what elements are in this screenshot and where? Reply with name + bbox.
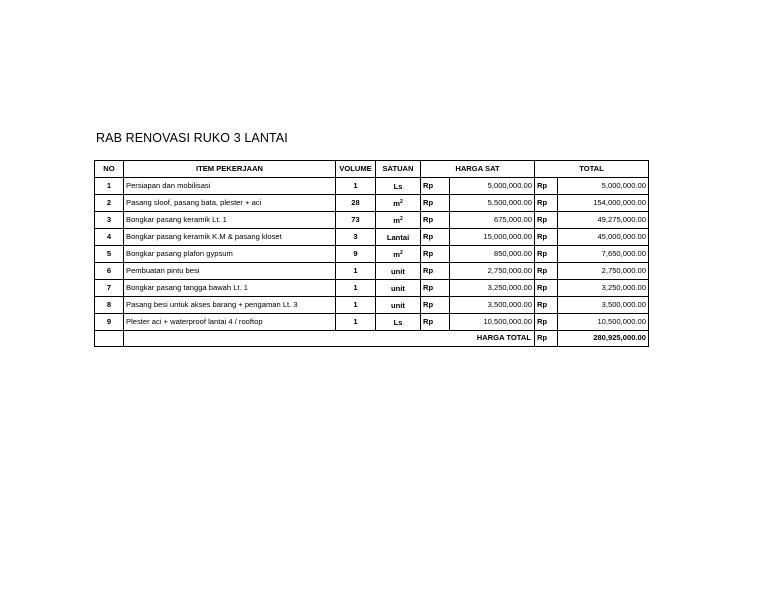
row-item: Bongkar pasang tangga bawah Lt. 1 bbox=[124, 280, 336, 297]
table-header-row bbox=[95, 161, 649, 178]
row-harga: 675,000.00 bbox=[450, 212, 535, 229]
table-row bbox=[95, 280, 649, 297]
rab-table bbox=[94, 160, 649, 347]
row-total-currency: Rp bbox=[535, 229, 558, 246]
satuan-sup: 2 bbox=[399, 199, 403, 205]
row-harga-currency: Rp bbox=[421, 229, 450, 246]
row-harga-currency: Rp bbox=[421, 297, 450, 314]
satuan-text: m bbox=[393, 199, 400, 208]
row-harga: 15,000,000.00 bbox=[450, 229, 535, 246]
row-harga: 3,500,000.00 bbox=[450, 297, 535, 314]
total-currency: Rp bbox=[535, 331, 558, 347]
row-volume: 73 bbox=[336, 212, 376, 229]
row-volume: 1 bbox=[336, 263, 376, 280]
row-total-currency: Rp bbox=[535, 280, 558, 297]
row-harga: 5,500,000.00 bbox=[450, 195, 535, 212]
header-harga-sat: HARGA SAT bbox=[421, 161, 535, 178]
row-satuan bbox=[376, 297, 421, 314]
header-no: NO bbox=[95, 161, 124, 178]
row-no: 4 bbox=[95, 229, 124, 246]
total-row bbox=[95, 331, 649, 347]
row-harga: 5,000,000.00 bbox=[450, 178, 535, 195]
row-satuan bbox=[376, 212, 421, 229]
row-total-currency: Rp bbox=[535, 246, 558, 263]
table-row bbox=[95, 212, 649, 229]
row-no: 9 bbox=[95, 314, 124, 331]
row-satuan bbox=[376, 280, 421, 297]
row-satuan bbox=[376, 246, 421, 263]
table-row bbox=[95, 297, 649, 314]
row-no: 3 bbox=[95, 212, 124, 229]
row-total-currency: Rp bbox=[535, 178, 558, 195]
row-satuan bbox=[376, 263, 421, 280]
satuan-text: unit bbox=[391, 267, 405, 276]
row-volume: 1 bbox=[336, 297, 376, 314]
row-satuan bbox=[376, 195, 421, 212]
row-total: 49,275,000.00 bbox=[558, 212, 649, 229]
satuan-sup: 2 bbox=[399, 250, 403, 256]
row-item: Pasang besi untuk akses barang + pengaman Lt. 3 bbox=[124, 297, 336, 314]
satuan-sup: 2 bbox=[399, 216, 403, 222]
row-total-currency: Rp bbox=[535, 263, 558, 280]
page-title: RAB RENOVASI RUKO 3 LANTAI bbox=[96, 131, 288, 145]
row-total: 5,000,000.00 bbox=[558, 178, 649, 195]
row-no: 7 bbox=[95, 280, 124, 297]
row-total: 3,500,000.00 bbox=[558, 297, 649, 314]
row-volume: 28 bbox=[336, 195, 376, 212]
row-volume: 3 bbox=[336, 229, 376, 246]
row-harga-currency: Rp bbox=[421, 280, 450, 297]
satuan-text: Lantai bbox=[386, 233, 410, 242]
header-item: ITEM PEKERJAAN bbox=[124, 161, 336, 178]
row-volume: 1 bbox=[336, 178, 376, 195]
row-total: 3,250,000.00 bbox=[558, 280, 649, 297]
harga-total-value: 280,925,000.00 bbox=[558, 331, 649, 347]
row-harga-currency: Rp bbox=[421, 263, 450, 280]
row-harga: 3,250,000.00 bbox=[450, 280, 535, 297]
satuan-text: m bbox=[393, 216, 400, 225]
row-total-currency: Rp bbox=[535, 195, 558, 212]
row-no: 6 bbox=[95, 263, 124, 280]
row-harga-currency: Rp bbox=[421, 178, 450, 195]
row-satuan bbox=[376, 314, 421, 331]
row-no: 8 bbox=[95, 297, 124, 314]
row-harga-currency: Rp bbox=[421, 212, 450, 229]
row-item: Bongkar pasang plafon gypsum bbox=[124, 246, 336, 263]
header-satuan: SATUAN bbox=[376, 161, 421, 178]
row-total: 10,500,000.00 bbox=[558, 314, 649, 331]
header-total: TOTAL bbox=[535, 161, 649, 178]
row-item: Bongkar pasang keramik K.M & pasang kloset bbox=[124, 229, 336, 246]
row-harga-currency: Rp bbox=[421, 246, 450, 263]
row-satuan bbox=[376, 229, 421, 246]
row-item: Persiapan dan mobilisasi bbox=[124, 178, 336, 195]
table-row bbox=[95, 246, 649, 263]
row-no: 2 bbox=[95, 195, 124, 212]
harga-total-label: HARGA TOTAL bbox=[124, 331, 535, 347]
table-row bbox=[95, 314, 649, 331]
row-total: 45,000,000.00 bbox=[558, 229, 649, 246]
row-volume: 1 bbox=[336, 314, 376, 331]
row-volume: 9 bbox=[336, 246, 376, 263]
row-volume: 1 bbox=[336, 280, 376, 297]
row-item: Pasang sloof, pasang bata, plester + aci bbox=[124, 195, 336, 212]
table-row bbox=[95, 229, 649, 246]
row-no: 5 bbox=[95, 246, 124, 263]
satuan-text: Ls bbox=[393, 182, 403, 191]
row-item: Pembuatan pintu besi bbox=[124, 263, 336, 280]
satuan-text: m bbox=[393, 250, 400, 259]
total-row-spacer bbox=[95, 331, 124, 347]
satuan-text: Ls bbox=[393, 318, 403, 327]
row-satuan bbox=[376, 178, 421, 195]
row-harga: 2,750,000.00 bbox=[450, 263, 535, 280]
satuan-text: unit bbox=[391, 284, 405, 293]
table-row bbox=[95, 263, 649, 280]
row-total-currency: Rp bbox=[535, 314, 558, 331]
row-item: Bongkar pasang keramik Lt. 1 bbox=[124, 212, 336, 229]
header-volume: VOLUME bbox=[336, 161, 376, 178]
satuan-text: unit bbox=[391, 301, 405, 310]
row-no: 1 bbox=[95, 178, 124, 195]
table-row bbox=[95, 178, 649, 195]
row-total: 7,650,000.00 bbox=[558, 246, 649, 263]
table-row bbox=[95, 195, 649, 212]
row-harga: 850,000.00 bbox=[450, 246, 535, 263]
row-item: Plester aci + waterproof lantai 4 / rooftop bbox=[124, 314, 336, 331]
row-total: 154,000,000.00 bbox=[558, 195, 649, 212]
row-total-currency: Rp bbox=[535, 212, 558, 229]
row-harga-currency: Rp bbox=[421, 314, 450, 331]
row-total: 2,750,000.00 bbox=[558, 263, 649, 280]
row-total-currency: Rp bbox=[535, 297, 558, 314]
row-harga-currency: Rp bbox=[421, 195, 450, 212]
row-harga: 10,500,000.00 bbox=[450, 314, 535, 331]
